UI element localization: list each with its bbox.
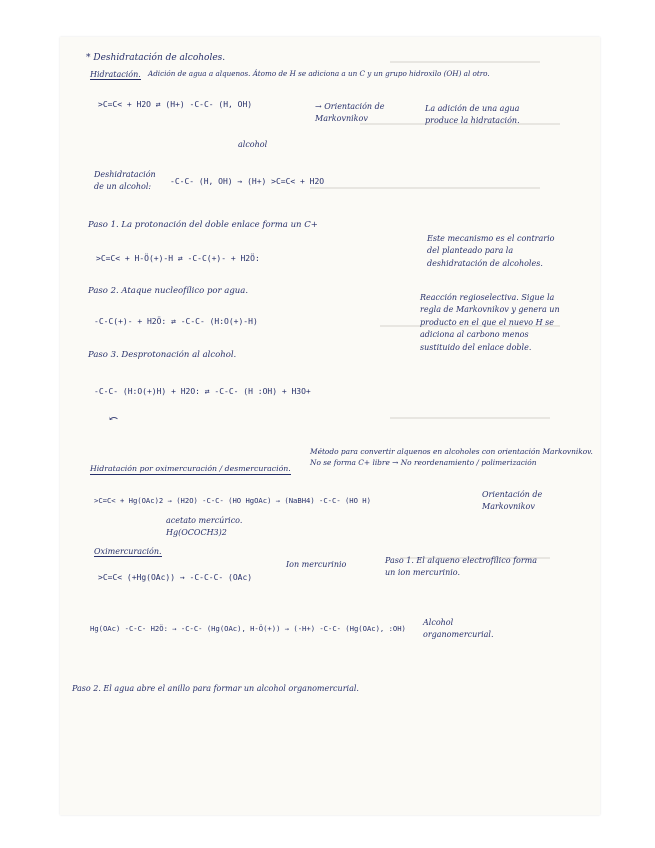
deshidratacion-equation: -C-C- (H, OH) → (H+) >C=C< + H2O <box>170 177 325 186</box>
bleed-through-line <box>310 187 540 189</box>
oximerc-mech-equation-1: >C=C< (+Hg(OAc)) → -C-C-C- (OAc) <box>98 573 253 582</box>
oximercuracion-reagent: acetato mercúrico. Hg(OCOCH3)2 <box>166 516 243 537</box>
oximerc-ion-label: Ion mercurinio <box>286 560 347 569</box>
page-title: * Deshidratación de alcoholes. <box>86 53 226 63</box>
notebook-sheet <box>60 37 600 815</box>
oximercuracion-text: Método para convertir alquenos en alcoholes con orientación Markovnikov. No se forma C+ libre → No reordenamiento / polimerización <box>310 447 593 468</box>
paso3-label: Paso 3. Desprotonación al alcohol. <box>88 350 237 360</box>
paso3-equation: -C-C- (H:O(+)H) + H2O: ⇄ -C-C- (H :OH) + H3O+ <box>94 387 311 396</box>
bleed-through-line <box>390 417 550 419</box>
oximerc-paso1: Paso 1. El alqueno electrofílico forma un ion mercurinio. <box>385 556 538 578</box>
paso2-note: Reacción regioselectiva. Sigue la regla de Markovnikov y genera un producto en el que el nuevo H se adiciona al carbono menos sustituido del enlace doble. <box>420 293 560 352</box>
hidratacion-note: La adición de una agua produce la hidratación. <box>425 104 520 126</box>
oximerc-mech-equation-2: Hg(OAc) -C-C- H2Ö: → -C-C- (Hg(OAc), H-Ö(+)) → (-H+) -C-C- (Hg(OAc), :OH) <box>90 624 406 633</box>
hidratacion-arrow-text: → Orientación de Markovnikov <box>315 102 385 123</box>
hidratacion-equation: >C=C< + H2O ⇄ (H+) -C-C- (H, OH) <box>98 100 253 109</box>
paso1-label: Paso 1. La protonación del doble enlace forma un C+ <box>88 220 318 230</box>
bleed-through-line <box>390 61 540 63</box>
oximerc-mech-label: Oximercuración. <box>94 547 162 556</box>
hidratacion-alcohol-label: alcohol <box>238 140 268 149</box>
oximercuracion-equation: >C=C< + Hg(OAc)2 → (H2O) -C-C- (HO HgOAc) → (NaBH4) -C-C- (HO H) <box>94 496 371 505</box>
oximercuracion-result: Orientación de Markovnikov <box>482 490 543 511</box>
paso1-equation: >C=C< + H-Ö(+)-H ⇄ -C-C(+)- + H2Ö: <box>96 254 260 263</box>
oximerc-product-label: Alcohol organomercurial. <box>423 618 494 640</box>
deshidratacion-label: Deshidratación de un alcohol: <box>94 170 156 191</box>
hidratacion-label: Hidratación. <box>90 70 141 79</box>
paso2-equation: -C-C(+)- + H2Ö: ⇄ -C-C- (H:O(+)-H) <box>94 317 258 326</box>
oximercuracion-label: Hidratación por oximercuración / desmercuración. <box>90 464 291 473</box>
oximerc-paso2: Paso 2. El agua abre el anillo para formar un alcohol organomercurial. <box>72 684 359 693</box>
paso1-note: Este mecanismo es el contrario del planteado para la deshidratación de alcoholes. <box>427 234 555 268</box>
paso2-label: Paso 2. Ataque nucleofílico por agua. <box>88 286 249 296</box>
hidratacion-text: Adición de agua a alquenos. Átomo de H se adiciona a un C y un grupo hidroxilo (OH) al otro. <box>148 69 490 78</box>
curved-arrow-icon: ⤺ <box>109 412 119 425</box>
